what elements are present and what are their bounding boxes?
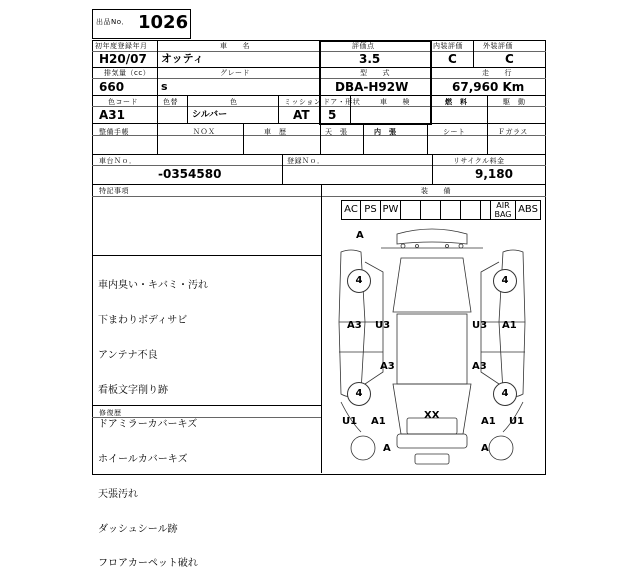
remarks-line: フロアカーペット破れ bbox=[98, 558, 198, 570]
model-label: 車 名 bbox=[220, 42, 250, 50]
mission-value: AT bbox=[293, 108, 310, 122]
model-value: オッティ bbox=[161, 52, 204, 65]
exterior-grade-value: C bbox=[505, 52, 514, 66]
score-label: 評価点 bbox=[352, 42, 375, 50]
equipment-item-pw: PW bbox=[381, 200, 401, 220]
equipment-item-airbag: AIR BAG bbox=[491, 200, 516, 220]
recycle-fee-value: 9,180 bbox=[475, 167, 513, 181]
exterior-grade-label: 外装評価 bbox=[483, 42, 513, 50]
recycle-fee-label: リサイクル料金 bbox=[453, 157, 505, 165]
bottom-left-wheel-outline bbox=[351, 436, 375, 460]
interior-grade-label: 内装評価 bbox=[433, 42, 463, 50]
equipment-item-empty bbox=[401, 200, 421, 220]
hood-outline bbox=[393, 258, 471, 312]
equipment-item-empty bbox=[481, 200, 491, 220]
color-change-label: 色替 bbox=[163, 98, 178, 106]
displacement-label: 排気量（cc） bbox=[104, 69, 151, 77]
chassis-number-label: 車台Ｎｏ． bbox=[99, 157, 137, 165]
model-type-value: DBA-H92W bbox=[335, 80, 409, 94]
color-code-value: A31 bbox=[99, 108, 125, 122]
vehicle-history-label: 車 歴 bbox=[264, 128, 287, 136]
maintenance-book-label: 整備手帳 bbox=[99, 128, 129, 136]
mark-right-pillar-a: A1 bbox=[502, 320, 517, 331]
remarks-line: 看板文字削り跡 bbox=[98, 384, 168, 396]
seat-label: シート bbox=[443, 128, 466, 136]
inspection-label: 車 検 bbox=[380, 98, 410, 106]
grade-label: グレード bbox=[220, 69, 250, 77]
car-diagram bbox=[321, 222, 543, 472]
mark-bottom-left: A bbox=[383, 443, 391, 454]
mark-bottom-right: A bbox=[481, 443, 489, 454]
mark-right-rear-a: A1 bbox=[481, 416, 496, 427]
interior-grade-value: C bbox=[448, 52, 457, 66]
remarks-line: 天張汚れ bbox=[98, 488, 138, 500]
repair-history-label: 修復歴 bbox=[99, 409, 122, 417]
mission-label: ミッション bbox=[284, 98, 322, 106]
lot-number: 1026 bbox=[138, 12, 189, 33]
mark-left-pillar-a: A3 bbox=[347, 320, 362, 331]
mark-right-rear-u: U1 bbox=[509, 416, 525, 427]
mark-left-rear-a: A1 bbox=[371, 416, 386, 427]
score-value: 3.5 bbox=[359, 52, 381, 66]
doors-label: ドア・形状 bbox=[323, 98, 361, 106]
equipment-item-empty bbox=[461, 200, 481, 220]
color-label: 色 bbox=[230, 98, 238, 106]
bottom-right-wheel-outline bbox=[489, 436, 513, 460]
remarks-line: ホイールカバーキズ bbox=[98, 454, 188, 466]
color-value: シルバー bbox=[192, 110, 228, 120]
remarks-line: ドアミラーカバーキズ bbox=[98, 419, 198, 431]
mark-left-rear-u: U1 bbox=[342, 416, 358, 427]
mark-right-rear-door: A3 bbox=[472, 361, 487, 372]
equipment-item-ac: AC bbox=[341, 200, 361, 220]
remarks-line: アンテナ不良 bbox=[98, 349, 158, 361]
registration-number-label: 登録Ｎｏ． bbox=[287, 157, 325, 165]
equipment-label: 装 備 bbox=[421, 187, 451, 195]
remarks-line: ダッシュシール跡 bbox=[98, 523, 178, 535]
tire-front-left: 4 bbox=[347, 269, 371, 293]
doors-value: 5 bbox=[328, 108, 337, 122]
equipment-item-abs: ABS bbox=[516, 200, 541, 220]
equipment-item-empty bbox=[441, 200, 461, 220]
fuel-label: 燃 料 bbox=[445, 98, 468, 106]
displacement-value: 660 bbox=[99, 80, 125, 94]
first-registration-label: 初年度登録年月 bbox=[95, 42, 148, 50]
roof-lining-label: 天 張 bbox=[325, 128, 348, 136]
equipment-grid bbox=[341, 200, 541, 220]
first-registration-value: H20/07 bbox=[99, 52, 147, 66]
interior-lining-label: 内 張 bbox=[374, 128, 397, 136]
tire-front-right: 4 bbox=[493, 269, 517, 293]
mark-left-rear-door: A3 bbox=[380, 361, 395, 372]
remarks-line: 下まわりボディサビ bbox=[98, 314, 188, 326]
remarks-line: 車内臭い・キバミ・汚れ bbox=[98, 280, 208, 292]
remarks-list bbox=[98, 257, 208, 582]
rear-glass-outline bbox=[393, 384, 471, 434]
remarks-label: 特記事項 bbox=[99, 187, 129, 195]
front-bumper-outline bbox=[397, 229, 467, 244]
mark-right-pillar-u: U3 bbox=[472, 320, 488, 331]
rear-bumper-outline bbox=[397, 434, 467, 448]
tire-rear-left: 4 bbox=[347, 382, 371, 406]
roof-outline bbox=[397, 314, 467, 384]
lot-label: 出品No． bbox=[96, 18, 130, 26]
mileage-value: 67,960 Km bbox=[452, 80, 525, 94]
chassis-number-value: -0354580 bbox=[158, 167, 222, 181]
model-type-label: 型 式 bbox=[360, 69, 390, 77]
mark-rear-glass: XX bbox=[424, 410, 440, 421]
windshield-label: Ｆガラス bbox=[498, 128, 528, 136]
mark-left-pillar-u: U3 bbox=[375, 320, 391, 331]
equipment-item-empty bbox=[421, 200, 441, 220]
equipment-item-ps: PS bbox=[361, 200, 381, 220]
mark-front-top: A bbox=[356, 230, 364, 241]
tire-rear-right: 4 bbox=[493, 382, 517, 406]
color-code-label: 色コード bbox=[108, 98, 138, 106]
drive-label: 駆 動 bbox=[503, 98, 526, 106]
grade-value: s bbox=[161, 80, 168, 93]
nox-label: ＮＯＸ bbox=[193, 128, 216, 136]
mileage-label: 走 行 bbox=[482, 69, 512, 77]
